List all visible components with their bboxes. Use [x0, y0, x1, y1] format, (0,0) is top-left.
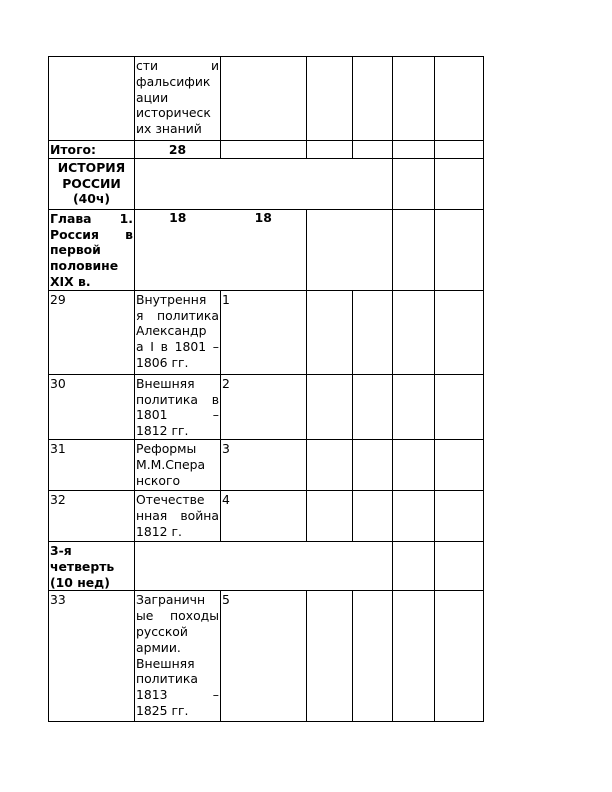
lesson-number: 29	[49, 290, 135, 374]
topic-line: политика	[136, 671, 199, 687]
section-title	[49, 158, 135, 209]
lesson-number: 33	[49, 591, 135, 722]
table-row	[49, 57, 484, 141]
empty-cell	[307, 490, 353, 541]
topic-line: ации	[136, 89, 169, 105]
topic-line: сти и	[136, 58, 219, 73]
topic-line: Внешняя	[136, 655, 195, 671]
table-row	[49, 439, 484, 490]
chapter-line: половине	[50, 258, 119, 274]
empty-cell	[393, 439, 435, 490]
table-row-total	[49, 141, 484, 159]
topic-line: армии.	[136, 639, 181, 655]
topic-line: ые походы	[136, 608, 219, 624]
lesson-order: 5	[221, 591, 307, 722]
topic-cell	[135, 290, 221, 374]
lesson-order: 4	[221, 490, 307, 541]
section-line: (40ч)	[72, 191, 111, 207]
topic-cell	[135, 57, 221, 141]
empty-cell	[307, 374, 353, 439]
quarter-title	[49, 541, 135, 590]
lesson-order: 2	[221, 374, 307, 439]
lesson-plan-table	[48, 56, 484, 722]
topic-cell	[135, 374, 221, 439]
table-row-section	[49, 158, 484, 209]
empty-cell	[435, 591, 484, 722]
topic-line: русской	[136, 623, 188, 639]
empty-cell	[435, 541, 484, 590]
topic-line: фальсифик	[136, 73, 211, 89]
topic-line: М.М.Спера	[136, 456, 206, 472]
empty-cell	[353, 57, 393, 141]
empty-cell	[353, 591, 393, 722]
topic-line: Внутрення	[136, 291, 207, 307]
section-line: РОССИИ	[62, 175, 121, 191]
empty-cell	[307, 591, 353, 722]
chapter-title	[49, 209, 135, 290]
empty-cell	[393, 158, 435, 209]
empty-cell	[393, 141, 435, 159]
chapter-hours-b: 18	[254, 209, 272, 225]
topic-line: политика в	[136, 391, 219, 407]
total-hours: 28	[135, 141, 221, 159]
table-row	[49, 290, 484, 374]
topic-line: 1825 гг.	[136, 702, 189, 718]
topic-line: 1812 гг.	[136, 423, 189, 439]
chapter-hours-cell	[135, 209, 307, 290]
topic-cell	[135, 439, 221, 490]
chapter-line: XIX в.	[50, 273, 91, 289]
topic-line: нная война	[136, 507, 219, 523]
topic-line: Внешняя	[136, 375, 195, 391]
chapter-line: Глава 1.	[50, 210, 133, 226]
quarter-line: 3-я	[50, 542, 72, 558]
empty-cell	[435, 57, 484, 141]
quarter-line: четверть	[50, 558, 115, 574]
topic-line: 1813 –	[136, 687, 219, 703]
topic-line: я политика	[136, 307, 219, 323]
topic-cell	[135, 591, 221, 722]
empty-cell	[307, 439, 353, 490]
lesson-order: 1	[221, 290, 307, 374]
empty-cell	[307, 57, 353, 141]
empty-cell	[135, 541, 393, 590]
total-label: Итого:	[49, 141, 135, 159]
empty-cell	[353, 290, 393, 374]
empty-cell	[307, 141, 353, 159]
empty-cell	[307, 209, 393, 290]
topic-line: нского	[136, 472, 181, 488]
empty-cell	[435, 490, 484, 541]
empty-cell	[393, 57, 435, 141]
topic-cell	[135, 490, 221, 541]
num-cell	[49, 57, 135, 141]
empty-cell	[435, 439, 484, 490]
topic-line: Заграничн	[136, 592, 206, 608]
topic-line: 1801 –	[136, 407, 219, 423]
empty-cell	[393, 290, 435, 374]
empty-cell	[353, 490, 393, 541]
table-row	[49, 591, 484, 722]
chapter-line: Россия в	[50, 226, 133, 242]
topic-line: 1806 гг.	[136, 354, 189, 370]
topic-line: Отечестве	[136, 491, 205, 507]
empty-cell	[307, 290, 353, 374]
empty-cell	[221, 141, 307, 159]
empty-cell	[353, 374, 393, 439]
lesson-number: 31	[49, 439, 135, 490]
topic-line: 1812 г.	[136, 523, 182, 539]
section-line: ИСТОРИЯ	[57, 159, 126, 175]
lesson-order: 3	[221, 439, 307, 490]
table-row-chapter	[49, 209, 484, 290]
empty-cell	[393, 541, 435, 590]
empty-cell	[435, 374, 484, 439]
chapter-hours-a: 18	[169, 209, 187, 225]
chapter-line: первой	[50, 242, 101, 258]
empty-cell	[393, 591, 435, 722]
empty-cell	[435, 290, 484, 374]
topic-line: Реформы	[136, 440, 197, 456]
lesson-number: 30	[49, 374, 135, 439]
empty-cell	[393, 209, 435, 290]
empty-cell	[353, 141, 393, 159]
quarter-line: (10 нед)	[50, 574, 110, 590]
empty-cell	[135, 158, 393, 209]
topic-line: Александр	[136, 323, 207, 339]
table-row	[49, 490, 484, 541]
empty-cell	[435, 141, 484, 159]
empty-cell	[221, 57, 307, 141]
topic-line: а I в 1801 –	[136, 339, 219, 355]
empty-cell	[435, 158, 484, 209]
empty-cell	[393, 490, 435, 541]
lesson-number: 32	[49, 490, 135, 541]
topic-line: историческ	[136, 105, 211, 121]
table-row	[49, 374, 484, 439]
table-row-quarter	[49, 541, 484, 590]
empty-cell	[353, 439, 393, 490]
topic-line: их знаний	[136, 121, 202, 137]
empty-cell	[393, 374, 435, 439]
empty-cell	[435, 209, 484, 290]
